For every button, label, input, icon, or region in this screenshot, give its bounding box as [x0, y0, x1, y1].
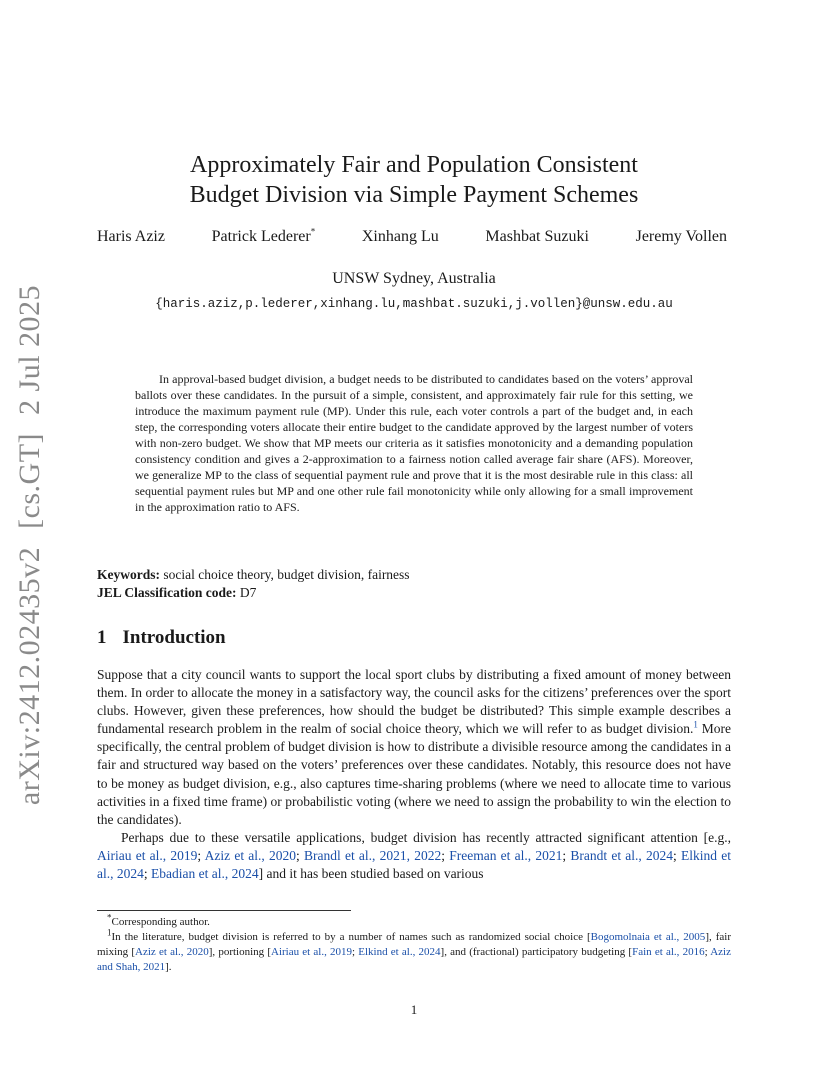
citation-link[interactable]: Aziz and Shah, 2021	[97, 946, 731, 973]
author-name: Jeremy Vollen	[635, 228, 727, 245]
citation-link[interactable]: Elkind et al., 2024	[97, 847, 731, 882]
citation-link[interactable]: Aziz et al., 2020	[135, 946, 209, 958]
author-list	[97, 228, 727, 246]
citation-link[interactable]: Brandl et al., 2021, 2022	[304, 847, 442, 863]
section-number: 1	[97, 627, 107, 648]
author-name-corresponding: Patrick Lederer*	[211, 226, 316, 245]
section-title: Introduction	[122, 627, 226, 648]
author-name: Xinhang Lu	[361, 228, 439, 245]
arxiv-date: 2 Jul 2025	[13, 284, 46, 415]
corresponding-mark: *	[310, 226, 316, 237]
footnotes	[97, 912, 731, 975]
page-number: 1	[410, 1002, 418, 1017]
body-text	[97, 666, 731, 883]
title-line-1: Approximately Fair and Population Consistent	[190, 152, 638, 178]
citation-link[interactable]: Elkind et al., 2024	[358, 946, 441, 958]
title-line-2: Budget Division via Simple Payment Schemes	[189, 182, 639, 208]
paragraph: Suppose that a city council wants to support the local sport clubs by distributing a fixed amount of money between them. In order to allocate the money in a satisfactory way, the council asks for the citizens’ preferences over the sport clubs. However, given these preferences, how should the budget be distributed? This simple example describes a fundamental research problem in the realm of social choice theory, which we will refer to as budget division.$^1$ More specifically, the central problem of budget division is how to distribute a divisible resource among the candidates in a fair and structured way based on the voters’ preferences over these candidates. Notably, this resource does not have to be money as budget division, e.g., also captures time-sharing problems (where we need to allocate time to various activities in a fixed time frame) or probabilistic voting (where we need to assign the probability to win the election to the candidates).	[97, 667, 731, 827]
citation-link[interactable]: Airiau et al., 2019	[97, 847, 198, 863]
jel-label: JEL Classification code:	[97, 585, 237, 600]
citation-link[interactable]: Ebadian et al., 2024	[151, 866, 259, 882]
jel-line	[97, 584, 737, 602]
footnote-1: $^1$In the literature, budget division is referred to by a number of names such as randomized social choice [Bogomolnaia et al., 2005], fair mixing [Aziz et al., 2020], portioning [Airiau et al., 2019; Elkind et al., 2024], and (fractional) participatory budgeting [Fain et al., 2016; Aziz and Shah, 2021].	[97, 927, 731, 973]
footnote-ref-1[interactable]: 1	[693, 719, 698, 730]
citation-link[interactable]: Freeman et al., 2021	[449, 847, 563, 863]
arxiv-category: [cs.GT]	[13, 432, 46, 529]
keywords-value: social choice theory, budget division, fairness	[163, 567, 410, 582]
citation-link[interactable]: Aziz et al., 2020	[204, 847, 297, 863]
footnote-divider	[97, 910, 351, 911]
paper-title	[0, 150, 828, 210]
citation-link[interactable]: Airiau et al., 2019	[271, 946, 353, 958]
keywords-block	[97, 566, 737, 602]
arxiv-id: arXiv:2412.02435v2	[13, 546, 46, 806]
citation-link[interactable]: Bogomolnaia et al., 2005	[590, 931, 706, 943]
citation-link[interactable]: Brandt et al., 2024	[570, 847, 674, 863]
keywords-label: Keywords:	[97, 567, 160, 582]
keywords-line	[97, 566, 737, 584]
arxiv-stamp	[13, 275, 47, 805]
author-emails: {haris.aziz,p.lederer,xinhang.lu,mashbat.suzuki,j.vollen}@unsw.edu.au	[155, 297, 673, 311]
citation-link[interactable]: Fain et al., 2016	[632, 946, 705, 958]
author-name: Haris Aziz	[97, 228, 165, 245]
paragraph: Perhaps due to these versatile applications, budget division has recently attracted significant attention [e.g., Airiau et al., 2019; Aziz et al., 2020; Brandl et al., 2021, 2022; Freeman et al., 2021; Brandt et al., 2024; Elkind et al., 2024; Ebadian et al., 2024] and it has been studied based on various	[97, 829, 731, 882]
footnote-corresponding: *Corresponding author.	[107, 912, 210, 928]
section-heading	[97, 627, 226, 649]
affiliation: UNSW Sydney, Australia	[332, 270, 496, 287]
jel-value: D7	[239, 585, 257, 600]
author-name: Mashbat Suzuki	[485, 228, 589, 245]
abstract: In approval-based budget division, a budget needs to be distributed to candidates based on the voters’ approval ballots over these candidates. In the pursuit of a simple, consistent, and approximately fair rule for this setting, we introduce the maximum payment rule (MP). Under this rule, each voter controls a part of the budget and, in each step, the corresponding voters allocate their entire budget to the candidate approved by the largest number of voters with non-zero budget. We show that MP meets our criteria as it satisfies monotonicity and a demanding population consistency condition and gives a 2-approximation to a fairness notion called average fair share (AFS). Moreover, we generalize MP to the class of sequential payment rule and prove that it is the most desirable rule in this class: all sequential payment rules but MP and one other rule fail monotonicity while only allowing for a small improvement in the approximation ratio to AFS.	[135, 372, 693, 514]
